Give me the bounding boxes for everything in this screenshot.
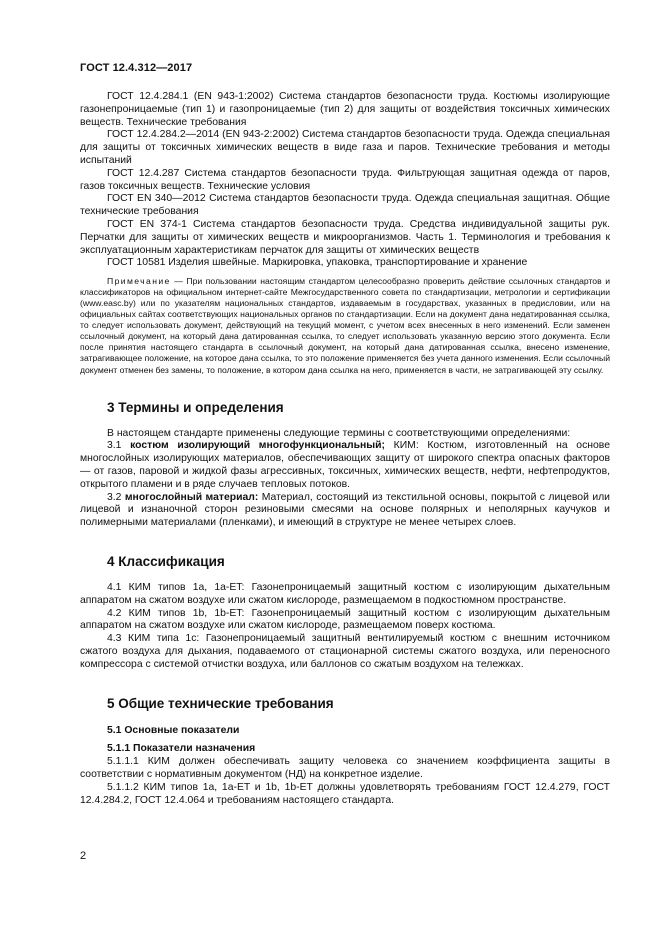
term-number: 3.2 bbox=[107, 491, 125, 503]
reference-item: ГОСТ EN 340—2012 Система стандартов безопасности труда. Одежда специальная защитная. Общие технические требования bbox=[80, 193, 610, 218]
reference-item: ГОСТ 10581 Изделия швейные. Маркировка, упаковка, транспортирование и хранение bbox=[107, 257, 528, 269]
note-paragraph bbox=[80, 276, 610, 375]
term-name: многослойный материал: bbox=[124, 491, 259, 503]
classification-item: 4.1 КИМ типов 1a, 1a-ET: Газонепроницаемый защитный костюм с изолирующим дыхательным аппаратом на сжатом воздухе или сжатом кислороде, размещаемом в подкостюмном пространстве. bbox=[80, 581, 610, 606]
term-number: 3.1 bbox=[107, 440, 131, 452]
term-definition bbox=[80, 440, 610, 491]
term-definition bbox=[80, 492, 610, 530]
references-list bbox=[80, 91, 610, 270]
section-3-intro: В настоящем стандарте применены следующие термины с соответствующими определениями: bbox=[107, 427, 571, 439]
section-4-title: 4 Классификация bbox=[107, 553, 225, 569]
classification-item: 4.2 КИМ типов 1b, 1b-ET: Газонепроницаемый защитный костюм с изолирующим дыхательным аппаратом на сжатом воздухе или сжатом кислороде, размещаемом поверх костюма. bbox=[80, 607, 610, 632]
requirement-item: 5.1.1.1 КИМ должен обеспечивать защиту человека со значением коэффициента защиты в соответствии с нормативным документом (НД) на конкретное изделие. bbox=[80, 756, 610, 780]
note-label: Примечание bbox=[107, 276, 171, 287]
term-name: костюм изолирующий многофункциональный; bbox=[130, 440, 385, 452]
section-3-title: 3 Термины и определения bbox=[107, 399, 284, 415]
reference-item: ГОСТ 12.4.284.1 (EN 943-1:2002) Система стандартов безопасности труда. Костюмы изолирующие газонепроницаемые (тип 1) и газопроницаемые (тип 2) для защиты от воздействия токсичных химических веществ. Технические требования bbox=[80, 91, 610, 128]
classification-item: 4.3 КИМ типа 1c: Газонепроницаемый защитный вентилируемый костюм с внешним источником сжатого воздуха для дыхания, подаваемого от стационарной системы сжатого воздуха, или переносного компрессора с системой отчистки воздуха, или баллонов со сжатым воздухом на тележках. bbox=[80, 633, 610, 670]
reference-item: ГОСТ 12.4.287 Система стандартов безопасности труда. Фильтрующая защитная одежда от паров, газов токсичных веществ. Технические условия bbox=[80, 167, 610, 192]
reference-item: ГОСТ EN 374-1 Система стандартов безопасности труда. Средства индивидуальной защиты рук. Перчатки для защиты от химических веществ и микроорганизмов. Часть 1. Терминология и требования к эксплуатационным характеристикам перчаток для защиты от химических веществ bbox=[80, 218, 610, 256]
note-text: — При пользовании настоящим стандартом целесообразно проверить действие ссылочных стандартов и классификаторов на официальном интернет-сайте Межгосударственного совета по стандартизации, метрологии и сертификации (www.easc.by) или по указателям национальных стандартов, издаваемым в государствах, указанных в предисловии, или на официальных сайтах соответствующих национальных органов по стандартизации. Если на документ дана недатированная ссылка, то следует использовать документ, действующий на текущий момент, с учетом всех внесенных в него изменений. Если заменен ссылочный документ, на который дана датированная ссылка, то следует использовать указанную версию этого документа. Если после принятия настоящего стандарта в ссылочный документ, на который дана датированная ссылка, внесено изменение, затрагивающее положение, на которое дана ссылка, то это положение применяется без учета данного изменения. Если ссылочный документ отменен без замены, то положение, в котором дана ссылка на него, применяется в части, не затрагивающей эту ссылку. bbox=[80, 276, 610, 375]
document-code: ГОСТ 12.4.312—2017 bbox=[80, 62, 193, 74]
reference-item: ГОСТ 12.4.284.2—2014 (EN 943-2:2002) Система стандартов безопасности труда. Одежда специальная для защиты от токсичных химических веществ в виде газа и паров. Технические требования и методы испытаний bbox=[80, 129, 610, 166]
page-content bbox=[80, 91, 610, 807]
subsection-5-1-title: 5.1 Основные показатели bbox=[107, 724, 240, 736]
subsection-5-1-1-title: 5.1.1 Показатели назначения bbox=[107, 743, 256, 755]
term-text: Материал, состоящий из текстильной основы, покрытой с лицевой или лицевой и изнаночной сторон резиновыми смесями на основе полярных и неполярных каучуков и полимерными материалами (пленками), и имеющий в структуре не менее четырех слоев. bbox=[80, 491, 610, 529]
section-5-title: 5 Общие технические требования bbox=[107, 695, 334, 711]
requirement-item: 5.1.1.2 КИМ типов 1a, 1a-ET и 1b, 1b-ET должны удовлетворять требованиям ГОСТ 12.4.279, ГОСТ 12.4.284.2, ГОСТ 12.4.064 и требованиям настоящего стандарта. bbox=[80, 781, 610, 806]
page-number: 2 bbox=[80, 850, 87, 862]
term-text: КИМ: Костюм, изготовленный на основе многослойных изолирующих материалов, обеспечивающих защиту от широкого спектра опасных факторов — от газов, паровой и жидкой фазы агрессивных, токсичных, химических веществ, нефти, нефтепродуктов, открытого пламени и в ряде случаев тепловых потоков. bbox=[80, 440, 610, 490]
